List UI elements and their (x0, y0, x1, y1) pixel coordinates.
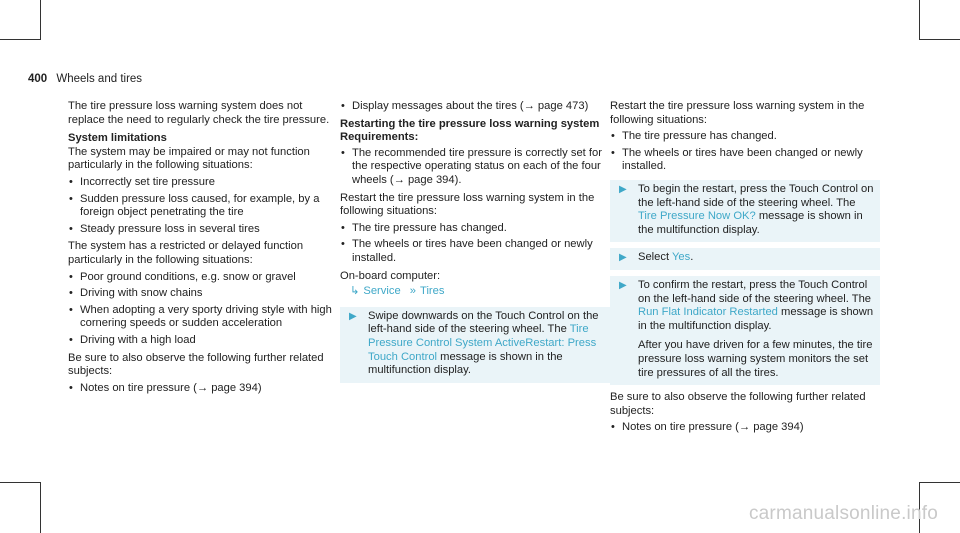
instruction-step (340, 307, 610, 383)
step-text: Select (638, 251, 670, 264)
situations-list (340, 222, 610, 266)
menu-tires: Tires (420, 285, 445, 298)
page-number: 400 (28, 73, 48, 85)
step-text: To begin the restart, press the Touch Control on the left-hand side of the steering wheel. The (638, 182, 874, 209)
double-chevron-icon: » (409, 285, 417, 298)
display-message: Yes (672, 251, 691, 264)
enter-arrow-icon: ↳ (350, 285, 360, 298)
crop-mark (919, 482, 960, 483)
list-item: • Poor ground conditions, e.g. snow or gravel (68, 271, 338, 285)
paragraph: On-board computer: (340, 269, 441, 282)
menu-service: Service (363, 285, 401, 298)
list-item: • Sudden pressure loss caused, for example, by a foreign object penetrating the tire (68, 193, 338, 220)
paragraph: Restart the tire pressure loss warning system in the following situations: (340, 191, 595, 218)
list-item: • The tire pressure has changed. (340, 222, 610, 236)
paragraph: Restart the tire pressure loss warning system in the following situations: (610, 100, 865, 126)
step-text: message is shown in the multifunction display. (638, 306, 874, 332)
list-item: • Driving with a high load (68, 334, 338, 348)
paragraph: Be sure to also observe the following further related subjects: (610, 391, 866, 417)
instruction-step (610, 248, 880, 270)
list-item: • The wheels or tires have been changed or newly installed. (610, 147, 880, 174)
page-header (28, 73, 142, 87)
delay-list (68, 271, 338, 348)
paragraph: Be sure to also observe the following further related subjects: (68, 351, 324, 378)
list-item: • When adopting a very sporty driving style with high cornering speeds or sudden acceleration (68, 304, 338, 331)
list-item: • Incorrectly set tire pressure (68, 176, 338, 190)
menu-path (350, 285, 610, 299)
step-arrow-icon: ▶ (349, 310, 357, 322)
intro-text: The tire pressure loss warning system does not replace the need to regularly check the tire pressure. (68, 100, 330, 126)
step-text: Swipe downwards on the Touch Control on the left-hand side of the steering wheel. The (368, 309, 599, 336)
requirements-list (340, 147, 610, 188)
column-3 (610, 100, 880, 439)
list-item[interactable]: • Display messages about the tires (→ page 473) (340, 100, 610, 114)
related-list (610, 421, 880, 435)
instruction-step (610, 180, 880, 242)
list-item: • The recommended tire pressure is correctly set for the respective operating status on each of the four wheels (→ page 394). (340, 147, 610, 188)
list-item: • The tire pressure has changed. (610, 130, 880, 144)
related-list (68, 382, 338, 396)
instruction-step (610, 276, 880, 385)
crop-mark (40, 482, 41, 533)
list-item[interactable]: • Notes on tire pressure (→ page 394) (68, 382, 338, 396)
display-message: Tire Pressure Now OK? (638, 210, 756, 223)
crop-mark (0, 482, 40, 483)
list-item: • The wheels or tires have been changed or newly installed. (340, 238, 610, 265)
column-1 (68, 100, 338, 399)
display-message: Run Flat Indicator Restarted (638, 306, 778, 319)
related-list (340, 100, 610, 114)
step-text: message is shown in the multifunction display. (368, 350, 563, 377)
crop-mark (919, 0, 920, 40)
step-arrow-icon: ▶ (619, 183, 627, 195)
step-arrow-icon: ▶ (619, 252, 627, 264)
requirements-heading: Requirements: (340, 131, 419, 144)
paragraph: The system may be impaired or may not function particularly in the following situations: (68, 145, 310, 172)
step-text: To confirm the restart, press the Touch Control on the left-hand side of the steering wheel. The (638, 278, 872, 305)
crop-mark (0, 39, 40, 40)
step-text: message is shown in the multifunction display. (638, 210, 863, 236)
crop-mark (919, 39, 960, 40)
paragraph: The system has a restricted or delayed function particularly in the following situations: (68, 240, 304, 266)
step-text: . (690, 251, 694, 264)
step-note: After you have driven for a few minutes, the tire pressure loss warning system monitors the set tire pressures of all the tires. (638, 339, 873, 379)
limitations-list (68, 176, 338, 236)
step-arrow-icon: ▶ (619, 279, 627, 291)
situations-list (610, 130, 880, 174)
list-item: • Steady pressure loss in several tires (68, 223, 338, 237)
list-item[interactable]: • Notes on tire pressure (→ page 394) (610, 421, 880, 435)
watermark: carmanualsonline.info (748, 503, 938, 525)
section-heading: Restarting the tire pressure loss warning system (340, 117, 600, 130)
crop-mark (40, 0, 41, 40)
column-2 (340, 100, 610, 389)
section-heading: System limitations (68, 132, 167, 145)
list-item: • Driving with snow chains (68, 287, 338, 301)
display-message: Tire Pressure Control System ActiveRestart: Press Touch Control (368, 323, 597, 363)
page-title: Wheels and tires (56, 73, 143, 85)
